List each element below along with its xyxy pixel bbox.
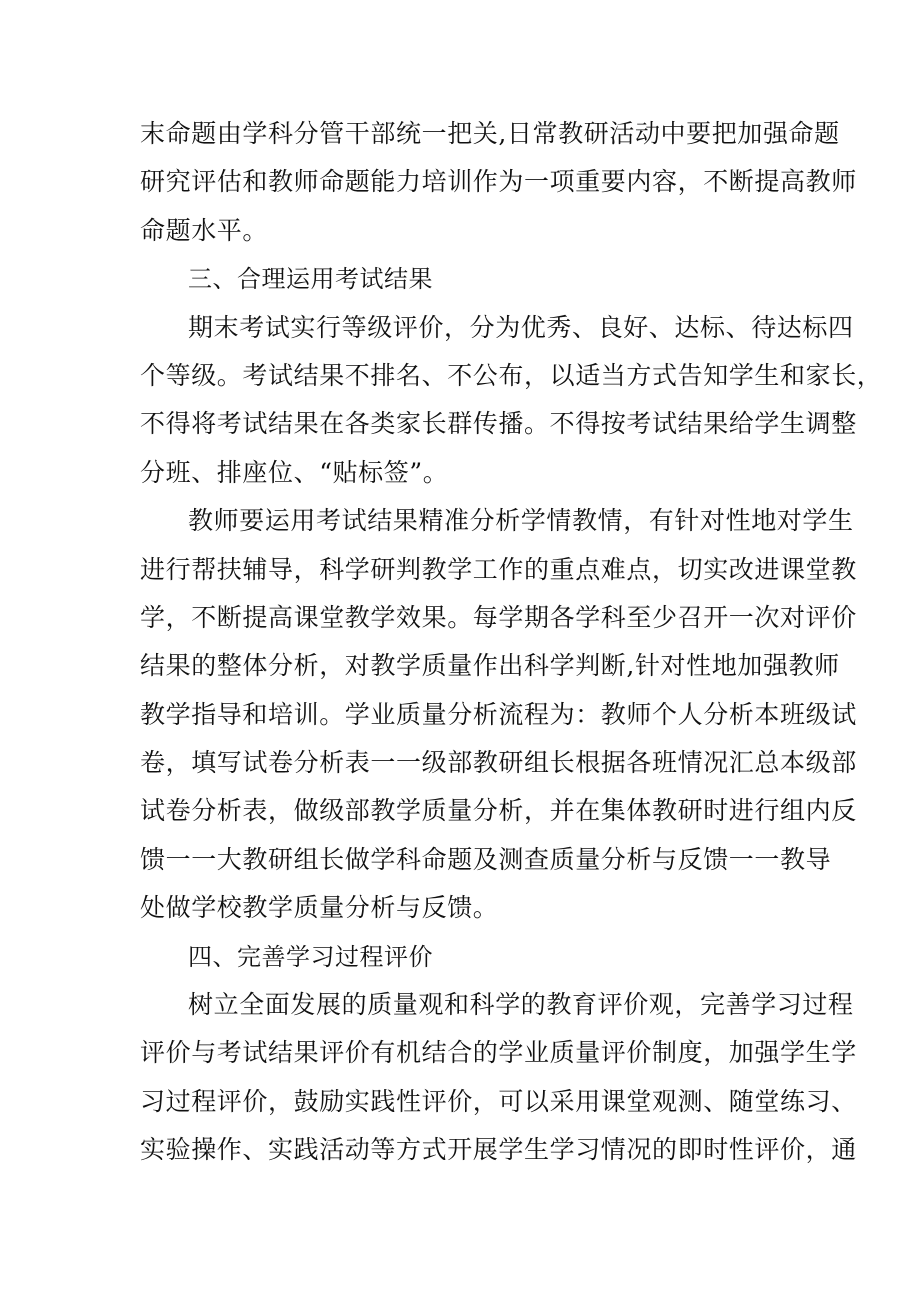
text-line: 个等级。考试结果不排名、不公布，以适当方式告知学生和家长， (140, 360, 883, 390)
section-heading-4: 四、完善学习过程评价 (188, 942, 433, 971)
text-line: 实验操作、实践活动等方式开展学生学习情况的即时性评价，通 (140, 1135, 857, 1165)
text-line: 进行帮扶辅导，科学研判教学工作的重点难点，切实改进课堂教 (140, 554, 857, 584)
text-line: 末命题由学科分管干部统一把关,日常教研活动中要把加强命题 (140, 119, 840, 148)
text-line: 结果的整体分析，对教学质量作出科学判断,针对性地加强教师 (140, 651, 840, 681)
text-line: 馈一一大教研组长做学科命题及测查质量分析与反馈一一教导 (140, 844, 832, 874)
text-line: 试卷分析表，做级部教学质量分析，并在集体教研时进行组内反 (140, 796, 857, 826)
text-line: 教学指导和培训。学业质量分析流程为：教师个人分析本班级试 (140, 699, 857, 729)
text-line: 卷，填写试卷分析表一一级部教研组长根据各班情况汇总本级部 (140, 748, 857, 778)
text-line: 处做学校教学质量分析与反馈。 (140, 893, 499, 923)
text-line: 研究评估和教师命题能力培训作为一项重要内容，不断提高教师 (140, 167, 857, 197)
document-body (140, 110, 883, 1175)
section-heading-3: 三、合理运用考试结果 (188, 265, 433, 294)
text-line: 分班、排座位、“贴标签”。 (140, 457, 449, 487)
text-line: 学，不断提高课堂教学效果。每学期各学科至少召开一次对评价 (140, 602, 857, 632)
paragraph-continued (140, 110, 857, 255)
text-line: 不得将考试结果在各类家长群传播。不得按考试结果给学生调整 (140, 409, 857, 439)
text-line: 树立全面发展的质量观和科学的教育评价观，完善学习过程 (188, 990, 854, 1020)
paragraph-4a (140, 981, 857, 1175)
text-line: 期末考试实行等级评价，分为优秀、良好、达标、待达标四 (188, 312, 854, 342)
text-line: 评价与考试结果评价有机结合的学业质量评价制度，加强学生学 (140, 1038, 857, 1068)
paragraph-3a (140, 304, 883, 498)
paragraph-3b (140, 497, 857, 933)
text-line: 习过程评价，鼓励实践性评价，可以采用课堂观测、随堂练习、 (140, 1086, 857, 1116)
text-line: 命题水平。 (140, 215, 269, 245)
text-line: 教师要运用考试结果精准分析学情教情，有针对性地对学生 (188, 506, 854, 536)
